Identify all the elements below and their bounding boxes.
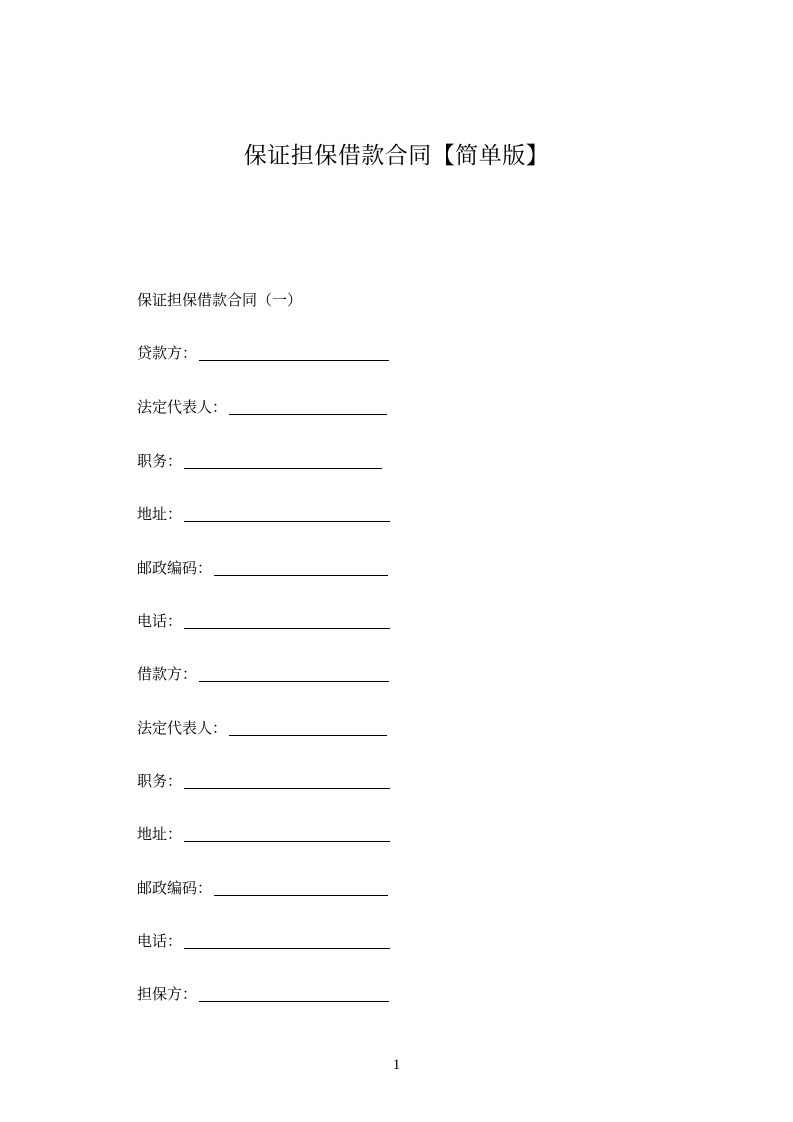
field-borrower-phone	[137, 930, 390, 952]
field-label: 邮政编码：	[137, 559, 213, 577]
field-lender-address	[137, 503, 390, 525]
field-borrower	[137, 663, 389, 685]
document-title: 保证担保借款合同【简单版】	[243, 143, 550, 169]
fill-in-blank[interactable]	[199, 360, 389, 361]
field-lender-position	[137, 450, 382, 472]
field-label: 电话：	[137, 612, 183, 630]
field-label: 电话：	[137, 932, 183, 950]
field-guarantor	[137, 983, 389, 1005]
fill-in-blank[interactable]	[199, 681, 389, 682]
fill-in-blank[interactable]	[184, 628, 390, 629]
field-label: 法定代表人：	[137, 719, 228, 737]
fill-in-blank[interactable]	[184, 841, 390, 842]
fill-in-blank[interactable]	[214, 575, 388, 576]
fill-in-blank[interactable]	[214, 895, 388, 896]
field-lender-phone	[137, 610, 390, 632]
field-borrower-address	[137, 823, 390, 845]
field-label: 法定代表人：	[137, 398, 228, 416]
field-lender-legal-representative	[137, 396, 387, 418]
field-label: 职务：	[137, 772, 183, 790]
field-label: 邮政编码：	[137, 879, 213, 897]
page-number: 1	[392, 1057, 401, 1073]
field-label: 职务：	[137, 452, 183, 470]
fill-in-blank[interactable]	[229, 414, 387, 415]
fill-in-blank[interactable]	[184, 788, 390, 789]
field-label: 地址：	[137, 505, 183, 523]
field-lender	[137, 342, 389, 364]
field-label: 借款方：	[137, 665, 198, 683]
field-label: 贷款方：	[137, 344, 198, 362]
contract-subtitle: 保证担保借款合同（一）	[137, 291, 303, 309]
field-label: 担保方：	[137, 985, 198, 1003]
field-borrower-postal-code	[137, 877, 388, 899]
field-borrower-legal-representative	[137, 717, 387, 739]
field-lender-postal-code	[137, 557, 388, 579]
fill-in-blank[interactable]	[199, 1001, 389, 1002]
field-label: 地址：	[137, 825, 183, 843]
fill-in-blank[interactable]	[184, 948, 390, 949]
fill-in-blank[interactable]	[184, 468, 382, 469]
fill-in-blank[interactable]	[184, 521, 390, 522]
field-borrower-position	[137, 770, 390, 792]
fill-in-blank[interactable]	[229, 735, 387, 736]
